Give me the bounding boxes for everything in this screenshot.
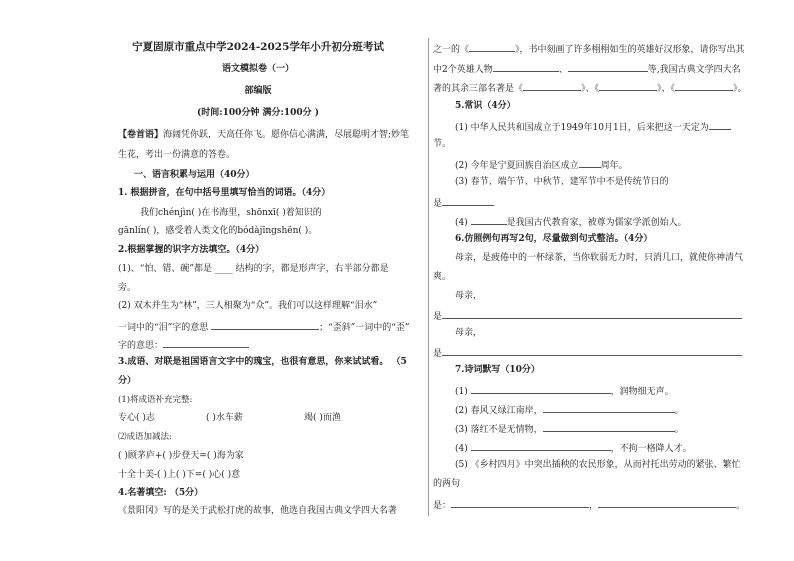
poem-line-2: [455, 403, 684, 417]
idiom-math-1: ( )顾茅庐+( )步登天=( )海为家: [118, 451, 244, 461]
q7-3a-text: (3) 落红不是无情物，: [455, 425, 543, 435]
r3c-text: 》、《: [657, 84, 676, 94]
question-6-example-cont: 爽。: [433, 272, 452, 282]
answer-blank[interactable]: [598, 498, 736, 508]
poem-line-3: [455, 422, 684, 436]
q7-1a-text: (1): [455, 387, 468, 397]
answer-blank[interactable]: [442, 346, 742, 356]
q2-d-text-2: ；“歪斜”一词中的“歪”: [319, 323, 410, 333]
q5-2b-text: 周年。: [600, 161, 628, 171]
r3b-text: 》、《: [581, 84, 600, 94]
answer-blank[interactable]: [493, 62, 559, 72]
answer-blank[interactable]: [442, 309, 742, 319]
question-5-item-1: [455, 120, 731, 134]
idiom-1: 专心( )志: [118, 413, 155, 423]
exam-title: 宁夏固原市重点中学2024-2025学年小升初分班考试: [132, 41, 384, 53]
poem-line-4: [455, 441, 692, 455]
q7-2a-text: (2) 春风又绿江南岸，: [455, 406, 543, 416]
q7-5e-text: 。: [736, 501, 746, 511]
answer-blank[interactable]: [523, 81, 581, 91]
answer-blank[interactable]: [471, 384, 611, 394]
question-6-prompt-1: 母亲，: [455, 291, 483, 301]
question-4: 4.名著填空: （5分）: [118, 488, 204, 498]
q7-3b-text: 。: [674, 425, 684, 435]
r2b-text: 、: [558, 65, 568, 75]
answer-blank[interactable]: [471, 441, 611, 451]
r1b-text: 》，书中刻画了许多栩栩如生的英雄好汉形象，请你写出其: [515, 45, 745, 55]
question-6-prompt-2: 母亲，: [455, 328, 483, 338]
answer-blank[interactable]: [579, 158, 601, 168]
poem-line-5-cont: 的两句: [433, 479, 461, 489]
question-2-line-e: [118, 338, 249, 352]
r2a-text: 中2个英雄人物: [433, 65, 493, 75]
intro-line-1: [118, 130, 409, 141]
answer-blank[interactable]: [469, 42, 515, 52]
q5-1-text: (1) 中华人民共和国成立于1949年10月1日，后来把这一天定为: [455, 123, 709, 133]
exam-time-info: (时间:100分钟 满分:100分 ): [196, 108, 320, 118]
q7-5c-text: 是：: [433, 501, 452, 511]
question-1: 1. 根据拼音，在句中括号里填写恰当的词语。（4分）: [118, 188, 331, 198]
question-2-line-d: [118, 320, 409, 334]
q4-cont-line-1: [433, 42, 745, 56]
section-1-heading: 一、语言积累与运用（40分）: [134, 170, 255, 180]
q6-f-text: 是: [433, 349, 443, 359]
idiom-3: 竭( )而渔: [304, 413, 341, 423]
question-2: 2.根据掌握的识字方法填空。（4分）: [118, 245, 265, 255]
q7-1b-text: ，润物细无声。: [610, 387, 674, 397]
question-2-line-b: 旁。: [118, 283, 137, 293]
question-5-item-1-cont: 节。: [433, 139, 452, 149]
answer-blank[interactable]: [163, 338, 249, 348]
question-5-item-3: (3) 春节、端午节、中秋节、建军节中不是传统节日的: [455, 177, 669, 187]
question-5-item-2: [455, 158, 628, 172]
poem-line-5-answer: [433, 498, 745, 512]
poem-line-5: (5) 《乡村四月》中突出插秧的农民形象，从而衬托出劳动的紧张、繁忙: [455, 460, 741, 470]
q4-cont-line-2: [433, 62, 741, 76]
answer-blank[interactable]: [451, 498, 589, 508]
answer-blank[interactable]: [675, 81, 733, 91]
q4-cont-line-3: [433, 81, 747, 95]
q2-e-text: 字的意思：: [118, 341, 164, 351]
question-5-item-3-cont: [433, 196, 494, 210]
answer-blank[interactable]: [211, 320, 319, 330]
question-6-answer-2: [433, 346, 742, 360]
answer-blank[interactable]: [543, 403, 675, 413]
exam-edition: 部编版: [244, 86, 272, 96]
question-6: 6.仿照例句再写2句，尽量做到句式整洁。（4分）: [455, 234, 653, 244]
q7-4b-text: ，不拘一格降人才。: [610, 444, 692, 454]
answer-blank[interactable]: [442, 196, 494, 206]
idiom-math-2: 十全十美-( )上( )下=( )心( )意: [118, 470, 241, 480]
question-3-cont: 分）: [118, 376, 137, 386]
q5-2-text: (2) 今年是宁夏回族自治区成立: [455, 161, 579, 171]
intro-text: 海阔凭你跃，天高任你飞。愿你信心满满，尽展聪明才智;妙笔: [163, 130, 410, 140]
poem-line-1: [455, 384, 674, 398]
answer-blank[interactable]: [709, 120, 731, 130]
r3d-text: 》。: [733, 84, 747, 94]
r2c-text: 等,我国古典文学四大名: [647, 65, 741, 75]
answer-blank[interactable]: [543, 422, 675, 432]
q7-2b-text: 。: [674, 406, 684, 416]
r1-text: 之一的《: [433, 45, 470, 55]
question-6-example: 母亲，是疲倦中的一杯绿茶，当你软弱无力时，只消几口，就使你神清气: [455, 253, 744, 263]
q7-5d-text: ，: [589, 501, 599, 511]
question-5-item-4: [455, 215, 687, 229]
question-2-line-c: (2) 双木并生为“林”，三人相聚为“众”。我们可以这样理解“泪水”: [118, 301, 378, 311]
r3a-text: 著的其余三部名著是《: [433, 84, 524, 94]
question-4-line-a: 《景阳冈》写的是关于武松打虎的故事，他选自我国古典文学四大名著: [118, 506, 398, 516]
intro-line-2: 生花，考出一份满意的答卷。: [118, 150, 236, 160]
q5-4-text: 是我国古代教育家，被尊为儒家学派创始人。: [506, 218, 687, 228]
q7-4a-text: (4): [455, 444, 468, 454]
q2-d-text-1: 一词中的“泪”字的意思: [118, 323, 209, 333]
idiom-2: ( )水车薪: [206, 413, 243, 423]
column-divider: [428, 38, 429, 516]
question-7: 7.诗词默写（10分）: [455, 365, 540, 375]
q5-3b-text: 是: [433, 199, 443, 209]
answer-blank[interactable]: [568, 62, 648, 72]
question-3-part-1: (1)将成语补充完整:: [118, 395, 193, 405]
question-6-answer-1: [433, 309, 742, 323]
answer-blank[interactable]: [599, 81, 657, 91]
question-2-line-a: (1)、“怕、错、碗”都是 ____ 结构的字，都是形声字，右半部分都是: [118, 264, 389, 274]
q5-4a-text: (4): [455, 218, 468, 228]
exam-subtitle: 语文模拟卷（一）: [221, 64, 295, 74]
question-5: 5.常识（4分）: [455, 101, 516, 111]
question-3-part-2: ⑵成语加减法:: [118, 432, 172, 442]
intro-label: 【卷首语】: [118, 130, 164, 140]
q6-d-text: 是: [433, 312, 443, 322]
question-1-line-a: 我们chénjìn( )在书海里，shōnxī( )着知识的: [140, 208, 322, 218]
answer-blank[interactable]: [471, 215, 507, 225]
question-1-line-b: gānlín( )，感受着人类文化的bódàjīngshēn( )。: [118, 226, 318, 236]
question-3: 3.成语、对联是祖国语言文字中的瑰宝，也很有意思，你来试试看。 （5: [118, 357, 407, 367]
